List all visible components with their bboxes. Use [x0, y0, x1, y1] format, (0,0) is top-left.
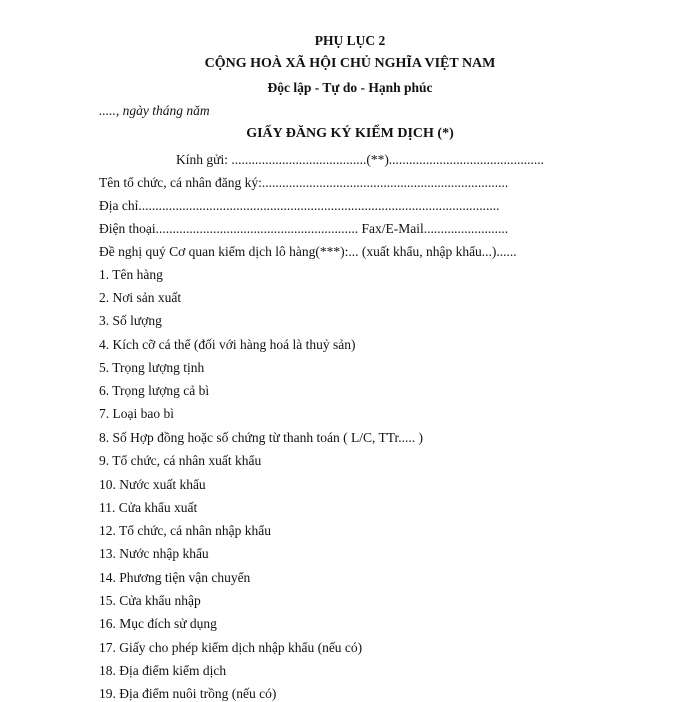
list-item: 9. Tổ chức, cá nhân xuất khẩu: [99, 453, 262, 468]
list-item: 11. Cửa khẩu xuất: [99, 500, 198, 515]
list-item: 14. Phương tiện vận chuyển: [99, 570, 251, 585]
list-item: 5. Trọng lượng tịnh: [99, 360, 205, 375]
list-item: 2. Nơi sản xuất: [99, 290, 182, 305]
date-line: ....., ngày tháng năm: [99, 103, 210, 118]
field-phone-fax-email: Điện thoại............................................................ Fax/E-Mail.........................: [99, 221, 509, 236]
national-title: CỘNG HOÀ XÃ HỘI CHỦ NGHĨA VIỆT NAM: [204, 56, 496, 71]
field-applicant-name: Tên tổ chức, cá nhân đăng ký:.........................................................................: [99, 175, 509, 190]
document-title: GIẤY ĐĂNG KÝ KIỂM DỊCH (*): [246, 126, 454, 141]
list-item: 8. Số Hợp đồng hoặc số chứng từ thanh toán ( L/C, TTr..... ): [99, 430, 424, 445]
list-item: 18. Địa điểm kiểm dịch: [99, 663, 227, 678]
list-item: 1. Tên hàng: [99, 267, 163, 282]
list-item: 4. Kích cỡ cá thể (đối với hàng hoá là thuỷ sản): [99, 337, 356, 352]
field-address: Địa chỉ...........................................................................................................: [99, 198, 500, 213]
list-item: 13. Nước nhập khẩu: [99, 546, 209, 561]
appendix-heading: PHỤ LỤC 2: [314, 33, 386, 48]
list-item: 16. Mục đích sử dụng: [99, 616, 217, 631]
list-item: 12. Tổ chức, cá nhân nhập khẩu: [99, 523, 272, 538]
list-item: 15. Cửa khẩu nhập: [99, 593, 201, 608]
field-request: Đề nghị quý Cơ quan kiểm dịch lô hàng(***):... (xuất khẩu, nhập khẩu...)......: [99, 244, 517, 259]
list-item: 7. Loại bao bì: [99, 406, 174, 421]
list-item: 3. Số lượng: [99, 313, 162, 328]
national-motto: Độc lập - Tự do - Hạnh phúc: [267, 80, 433, 95]
recipient-line: Kính gửi: ........................................(**)..............................................: [176, 152, 545, 167]
list-item: 17. Giấy cho phép kiểm dịch nhập khẩu (nếu có): [99, 640, 363, 655]
list-item: 19. Địa điểm nuôi trồng (nếu có): [99, 686, 277, 701]
list-item: 6. Trọng lượng cả bì: [99, 383, 210, 398]
list-item: 10. Nước xuất khẩu: [99, 477, 206, 492]
